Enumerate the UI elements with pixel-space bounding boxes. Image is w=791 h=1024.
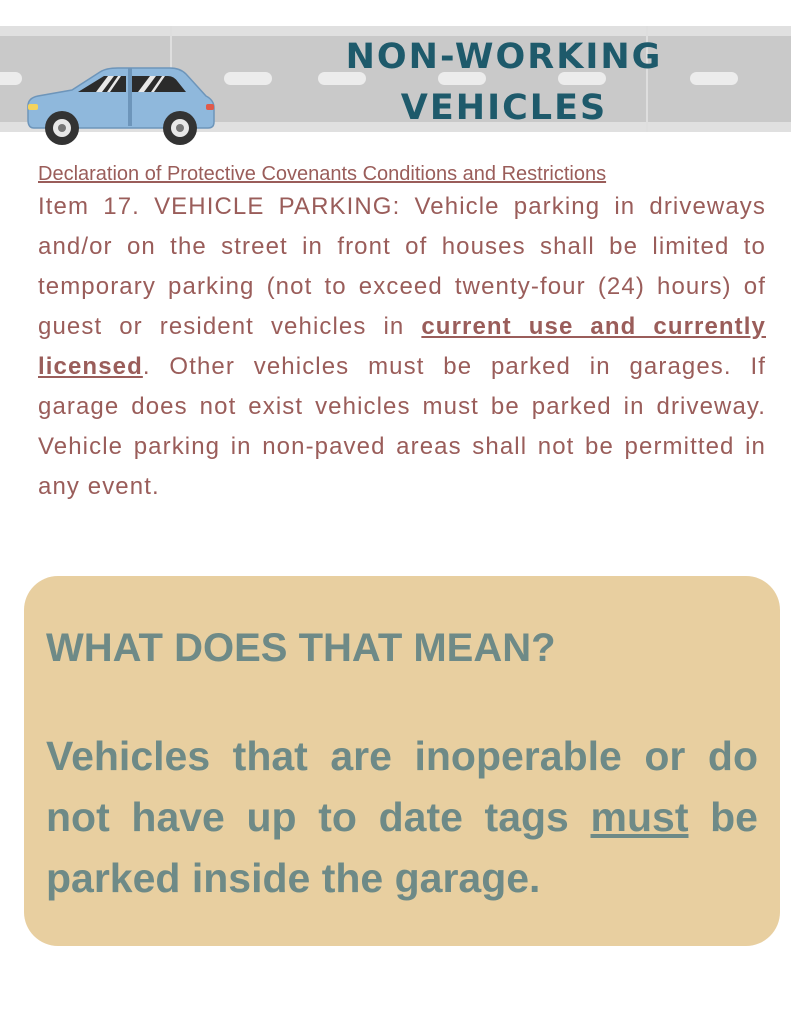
lane-dash bbox=[224, 72, 272, 85]
explanation-callout bbox=[24, 576, 780, 946]
legal-heading: Declaration of Protective Covenants Conditions and Restrictions bbox=[38, 163, 607, 185]
legal-text-before: Item 17. VEHICLE PARKING: Vehicle parking in driveways and/or on the street in front of houses shall be limited to temporary parking (not to exceed twenty-four (24) hours) of guest or resident vehicles in bbox=[38, 193, 766, 340]
answer-text-before: Vehicles that are inoperable or do not have up to date tags bbox=[46, 733, 758, 840]
callout-answer bbox=[46, 726, 758, 909]
road-edge-top bbox=[0, 26, 791, 36]
answer-emphasis: must bbox=[590, 794, 689, 840]
legal-emphasis: current use and currently licensed bbox=[38, 313, 766, 380]
callout-question: WHAT DOES THAT MEAN? bbox=[46, 626, 556, 670]
answer-text-after: be parked inside the garage. bbox=[46, 794, 758, 901]
lane-dash bbox=[0, 72, 22, 85]
title-line-2: VEHICLES bbox=[400, 88, 608, 128]
title-line-1: NON-WORKING bbox=[345, 37, 663, 77]
page-title bbox=[292, 37, 716, 128]
car-icon bbox=[22, 48, 216, 148]
legal-excerpt bbox=[38, 160, 766, 507]
legal-body bbox=[38, 187, 766, 507]
legal-text-after: . Other vehicles must be parked in garages. If garage does not exist vehicles must be parked in driveway. Vehicle parking in non-paved areas shall not be permitted in any event. bbox=[38, 353, 766, 500]
